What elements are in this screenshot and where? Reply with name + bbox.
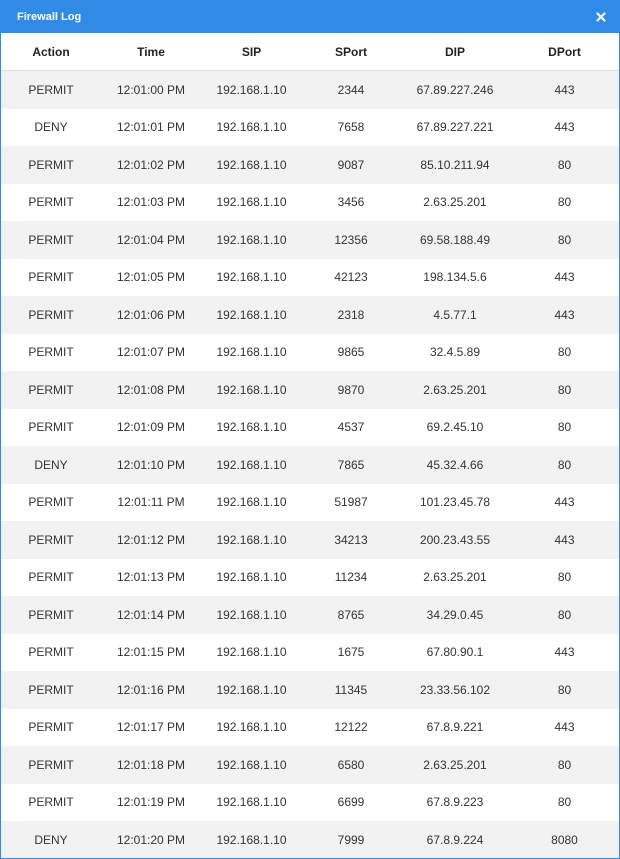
cell-dport: 80 xyxy=(510,746,619,784)
cell-sip: 192.168.1.10 xyxy=(201,484,302,522)
cell-dport: 443 xyxy=(510,634,619,672)
cell-time: 12:01:13 PM xyxy=(101,559,201,597)
cell-time: 12:01:09 PM xyxy=(101,409,201,447)
cell-action: PERMIT xyxy=(1,784,101,822)
cell-dport: 443 xyxy=(510,709,619,747)
cell-dport: 80 xyxy=(510,671,619,709)
cell-sport: 9870 xyxy=(302,371,400,409)
cell-sport: 2344 xyxy=(302,71,400,109)
column-header-sport[interactable]: SPort xyxy=(302,33,400,71)
cell-action: PERMIT xyxy=(1,409,101,447)
cell-sip: 192.168.1.10 xyxy=(201,521,302,559)
table-row[interactable] xyxy=(1,184,619,222)
cell-dip: 69.58.188.49 xyxy=(400,221,510,259)
table-row[interactable] xyxy=(1,484,619,522)
table-row[interactable] xyxy=(1,446,619,484)
cell-sip: 192.168.1.10 xyxy=(201,784,302,822)
table-row[interactable] xyxy=(1,821,619,859)
table-row[interactable] xyxy=(1,596,619,634)
cell-dport: 80 xyxy=(510,371,619,409)
cell-dip: 67.8.9.224 xyxy=(400,821,510,859)
cell-sport: 7865 xyxy=(302,446,400,484)
table-row[interactable] xyxy=(1,296,619,334)
cell-sip: 192.168.1.10 xyxy=(201,184,302,222)
table-row[interactable] xyxy=(1,634,619,672)
cell-time: 12:01:04 PM xyxy=(101,221,201,259)
cell-time: 12:01:20 PM xyxy=(101,821,201,859)
cell-action: PERMIT xyxy=(1,71,101,109)
cell-time: 12:01:16 PM xyxy=(101,671,201,709)
close-button[interactable] xyxy=(593,9,609,25)
cell-sip: 192.168.1.10 xyxy=(201,221,302,259)
cell-sport: 1675 xyxy=(302,634,400,672)
cell-action: PERMIT xyxy=(1,221,101,259)
cell-sip: 192.168.1.10 xyxy=(201,671,302,709)
cell-sport: 9865 xyxy=(302,334,400,372)
cell-dip: 32.4.5.89 xyxy=(400,334,510,372)
cell-dip: 200.23.43.55 xyxy=(400,521,510,559)
cell-sip: 192.168.1.10 xyxy=(201,709,302,747)
window-title: Firewall Log xyxy=(17,11,82,23)
cell-time: 12:01:05 PM xyxy=(101,259,201,297)
cell-sport: 11345 xyxy=(302,671,400,709)
cell-dport: 80 xyxy=(510,221,619,259)
cell-dip: 67.80.90.1 xyxy=(400,634,510,672)
cell-action: PERMIT xyxy=(1,559,101,597)
cell-action: PERMIT xyxy=(1,146,101,184)
table-row[interactable] xyxy=(1,521,619,559)
table-row[interactable] xyxy=(1,71,619,109)
cell-dport: 80 xyxy=(510,334,619,372)
cell-dip: 2.63.25.201 xyxy=(400,746,510,784)
cell-dip: 4.5.77.1 xyxy=(400,296,510,334)
cell-time: 12:01:01 PM xyxy=(101,109,201,147)
table-row[interactable] xyxy=(1,259,619,297)
cell-dport: 80 xyxy=(510,446,619,484)
table-row[interactable] xyxy=(1,409,619,447)
cell-sip: 192.168.1.10 xyxy=(201,334,302,372)
cell-sport: 6580 xyxy=(302,746,400,784)
cell-sport: 2318 xyxy=(302,296,400,334)
cell-dip: 67.8.9.221 xyxy=(400,709,510,747)
cell-time: 12:01:07 PM xyxy=(101,334,201,372)
cell-sport: 9087 xyxy=(302,146,400,184)
cell-action: DENY xyxy=(1,446,101,484)
cell-time: 12:01:18 PM xyxy=(101,746,201,784)
cell-action: PERMIT xyxy=(1,371,101,409)
cell-sip: 192.168.1.10 xyxy=(201,71,302,109)
cell-sport: 7658 xyxy=(302,109,400,147)
cell-sip: 192.168.1.10 xyxy=(201,634,302,672)
cell-dport: 80 xyxy=(510,596,619,634)
cell-time: 12:01:06 PM xyxy=(101,296,201,334)
column-header-action[interactable]: Action xyxy=(1,33,101,71)
cell-sport: 7999 xyxy=(302,821,400,859)
cell-dport: 80 xyxy=(510,784,619,822)
cell-time: 12:01:00 PM xyxy=(101,71,201,109)
column-header-dport[interactable]: DPort xyxy=(510,33,619,71)
cell-action: PERMIT xyxy=(1,484,101,522)
table-row[interactable] xyxy=(1,109,619,147)
cell-dport: 443 xyxy=(510,259,619,297)
cell-time: 12:01:03 PM xyxy=(101,184,201,222)
cell-sip: 192.168.1.10 xyxy=(201,409,302,447)
cell-sport: 51987 xyxy=(302,484,400,522)
cell-time: 12:01:02 PM xyxy=(101,146,201,184)
cell-action: PERMIT xyxy=(1,709,101,747)
cell-dport: 80 xyxy=(510,146,619,184)
cell-dport: 80 xyxy=(510,184,619,222)
cell-dip: 85.10.211.94 xyxy=(400,146,510,184)
cell-action: PERMIT xyxy=(1,746,101,784)
cell-dip: 69.2.45.10 xyxy=(400,409,510,447)
cell-time: 12:01:10 PM xyxy=(101,446,201,484)
cell-sport: 8765 xyxy=(302,596,400,634)
cell-dip: 67.89.227.246 xyxy=(400,71,510,109)
cell-dip: 67.89.227.221 xyxy=(400,109,510,147)
cell-sip: 192.168.1.10 xyxy=(201,371,302,409)
column-header-time[interactable]: Time xyxy=(101,33,201,71)
cell-dip: 67.8.9.223 xyxy=(400,784,510,822)
cell-dip: 198.134.5.6 xyxy=(400,259,510,297)
cell-sport: 34213 xyxy=(302,521,400,559)
close-icon xyxy=(596,12,606,22)
table-row[interactable] xyxy=(1,334,619,372)
cell-time: 12:01:17 PM xyxy=(101,709,201,747)
cell-time: 12:01:08 PM xyxy=(101,371,201,409)
cell-action: PERMIT xyxy=(1,671,101,709)
cell-sip: 192.168.1.10 xyxy=(201,296,302,334)
cell-time: 12:01:15 PM xyxy=(101,634,201,672)
cell-dport: 443 xyxy=(510,71,619,109)
table-row[interactable] xyxy=(1,784,619,822)
cell-dport: 443 xyxy=(510,521,619,559)
cell-dip: 34.29.0.45 xyxy=(400,596,510,634)
column-header-sip[interactable]: SIP xyxy=(201,33,302,71)
cell-sip: 192.168.1.10 xyxy=(201,446,302,484)
title-bar xyxy=(1,1,619,33)
cell-dip: 2.63.25.201 xyxy=(400,371,510,409)
table-row[interactable] xyxy=(1,671,619,709)
cell-sport: 6699 xyxy=(302,784,400,822)
cell-action: PERMIT xyxy=(1,634,101,672)
cell-dport: 8080 xyxy=(510,821,619,859)
cell-sip: 192.168.1.10 xyxy=(201,259,302,297)
cell-action: PERMIT xyxy=(1,296,101,334)
cell-dip: 45.32.4.66 xyxy=(400,446,510,484)
cell-action: PERMIT xyxy=(1,184,101,222)
cell-action: PERMIT xyxy=(1,259,101,297)
cell-dport: 443 xyxy=(510,484,619,522)
cell-dip: 2.63.25.201 xyxy=(400,559,510,597)
cell-sport: 11234 xyxy=(302,559,400,597)
table-row[interactable] xyxy=(1,559,619,597)
cell-action: DENY xyxy=(1,109,101,147)
cell-sip: 192.168.1.10 xyxy=(201,146,302,184)
cell-time: 12:01:14 PM xyxy=(101,596,201,634)
table-header-row xyxy=(1,33,619,71)
cell-time: 12:01:11 PM xyxy=(101,484,201,522)
cell-action: PERMIT xyxy=(1,596,101,634)
cell-sip: 192.168.1.10 xyxy=(201,821,302,859)
cell-action: PERMIT xyxy=(1,521,101,559)
cell-sport: 42123 xyxy=(302,259,400,297)
cell-dport: 80 xyxy=(510,559,619,597)
table-row[interactable] xyxy=(1,746,619,784)
cell-dport: 443 xyxy=(510,296,619,334)
cell-sip: 192.168.1.10 xyxy=(201,746,302,784)
table-row[interactable] xyxy=(1,371,619,409)
cell-dport: 80 xyxy=(510,409,619,447)
cell-sip: 192.168.1.10 xyxy=(201,109,302,147)
cell-sport: 12122 xyxy=(302,709,400,747)
cell-time: 12:01:12 PM xyxy=(101,521,201,559)
cell-sip: 192.168.1.10 xyxy=(201,559,302,597)
cell-action: DENY xyxy=(1,821,101,859)
cell-action: PERMIT xyxy=(1,334,101,372)
table-body xyxy=(1,71,619,859)
firewall-log-table xyxy=(1,33,619,859)
cell-sip: 192.168.1.10 xyxy=(201,596,302,634)
table-row[interactable] xyxy=(1,709,619,747)
cell-dip: 101.23.45.78 xyxy=(400,484,510,522)
table-row[interactable] xyxy=(1,146,619,184)
cell-sport: 12356 xyxy=(302,221,400,259)
cell-dip: 2.63.25.201 xyxy=(400,184,510,222)
cell-sport: 4537 xyxy=(302,409,400,447)
cell-sport: 3456 xyxy=(302,184,400,222)
table-row[interactable] xyxy=(1,221,619,259)
cell-dip: 23.33.56.102 xyxy=(400,671,510,709)
column-header-dip[interactable]: DIP xyxy=(400,33,510,71)
cell-time: 12:01:19 PM xyxy=(101,784,201,822)
cell-dport: 443 xyxy=(510,109,619,147)
